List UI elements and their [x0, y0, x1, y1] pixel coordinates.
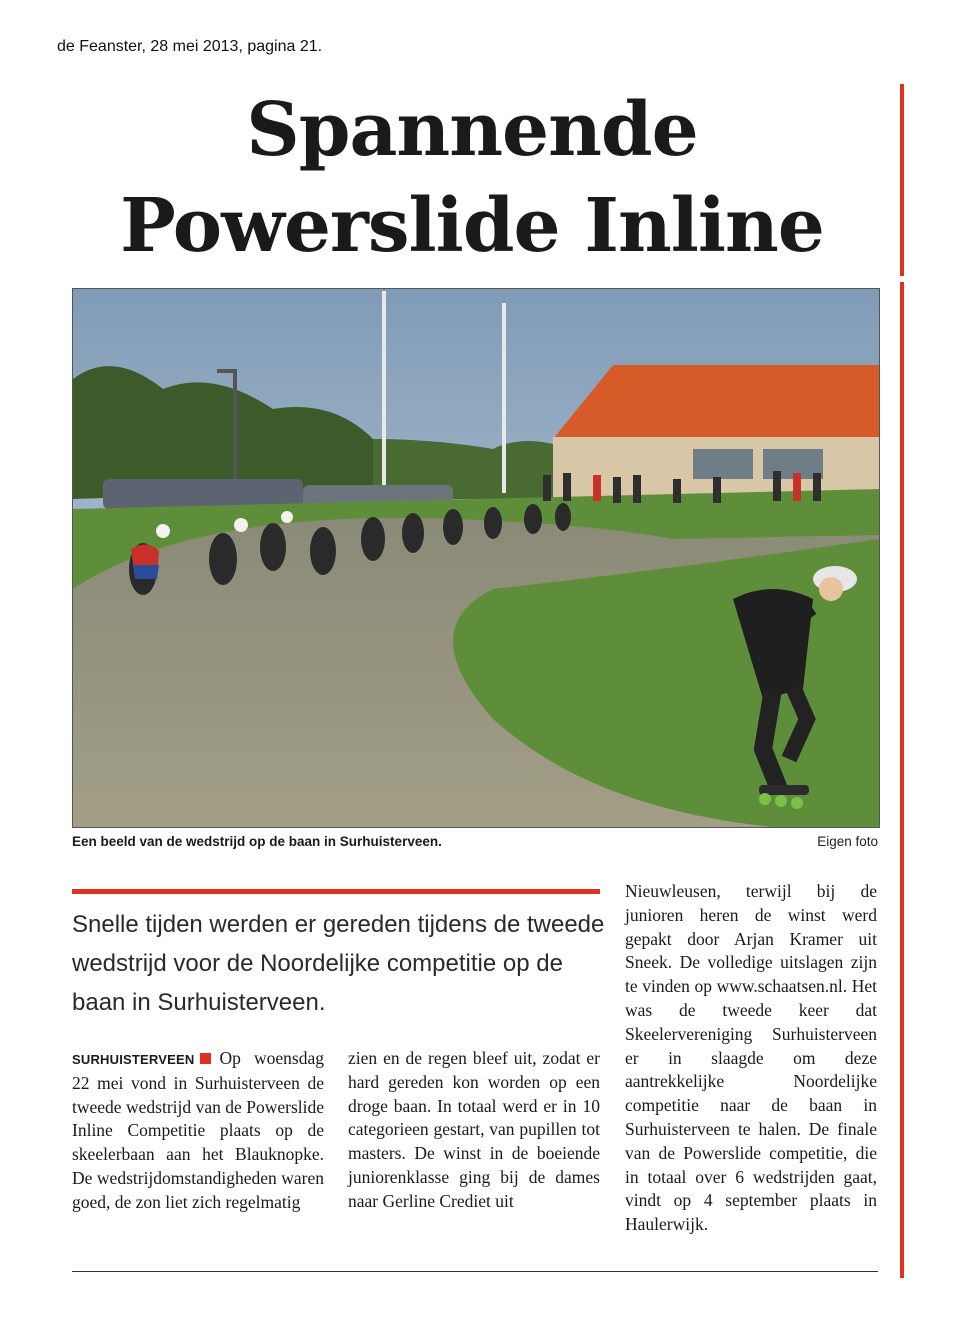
article-photo — [72, 288, 880, 828]
intro-red-rule — [72, 889, 600, 894]
article-column-2 — [348, 1047, 600, 1214]
headline — [72, 82, 872, 274]
column-3-text: Nieuwleusen, terwijl bij de junioren heren de winst werd gepakt door Arjan Kramer uit Sneek. De volledige uitslagen zijn te vinden op www.schaatsen.nl. Het was de tweede keer dat Skeelervereniging Surhuisterveen er in slaagde om deze aantrekkelijke Noordelijke competitie naar de baan in Surhuisterveen te halen. De finale van de Powerslide competitie, die in totaal over 6 wedstrijden gaat, vindt op 4 september plaats in Haulerwijk. — [625, 881, 877, 1235]
bottom-rule — [72, 1271, 878, 1272]
photo-caption: Een beeld van de wedstrijd op de baan in Surhuisterveen. — [72, 834, 442, 849]
dateline: SURHUISTERVEEN — [72, 1052, 195, 1067]
vertical-red-rule-top — [900, 84, 904, 276]
intro-paragraph: Snelle tijden werden er gereden tijdens de tweede wedstrijd voor de Noordelijke competitie op de baan in Surhuisterveen. — [72, 911, 605, 1016]
photo-caption-row — [72, 834, 878, 849]
red-square-marker — [200, 1053, 211, 1064]
photo-illustration — [73, 289, 879, 827]
article-column-3 — [625, 880, 877, 1237]
column-1-text: Op woensdag 22 mei vond in Surhuisterveen de tweede wedstrijd van de Powerslide Inline Competitie plaats op de skeelerbaan aan het Blauknopke. De wedstrijdomstandigheden waren goed, de zon liet zich regelmatig — [72, 1048, 324, 1212]
photo-credit: Eigen foto — [817, 834, 878, 849]
source-line: de Feanster, 28 mei 2013, pagina 21. — [57, 38, 323, 55]
article-column-1 — [72, 1047, 324, 1215]
vertical-red-rule-bottom — [900, 282, 904, 1278]
column-2-text: zien en de regen bleef uit, zodat er hard gereden kon worden op een droge baan. In totaal werd er in 10 categorieen gestart, van pupillen tot masters. De winst in de boeiende juniorenklasse ging bij de dames naar Gerline Crediet uit — [348, 1048, 600, 1211]
headline-line-1: Spannende — [246, 87, 698, 173]
headline-line-2: Powerslide Inline — [120, 183, 824, 269]
